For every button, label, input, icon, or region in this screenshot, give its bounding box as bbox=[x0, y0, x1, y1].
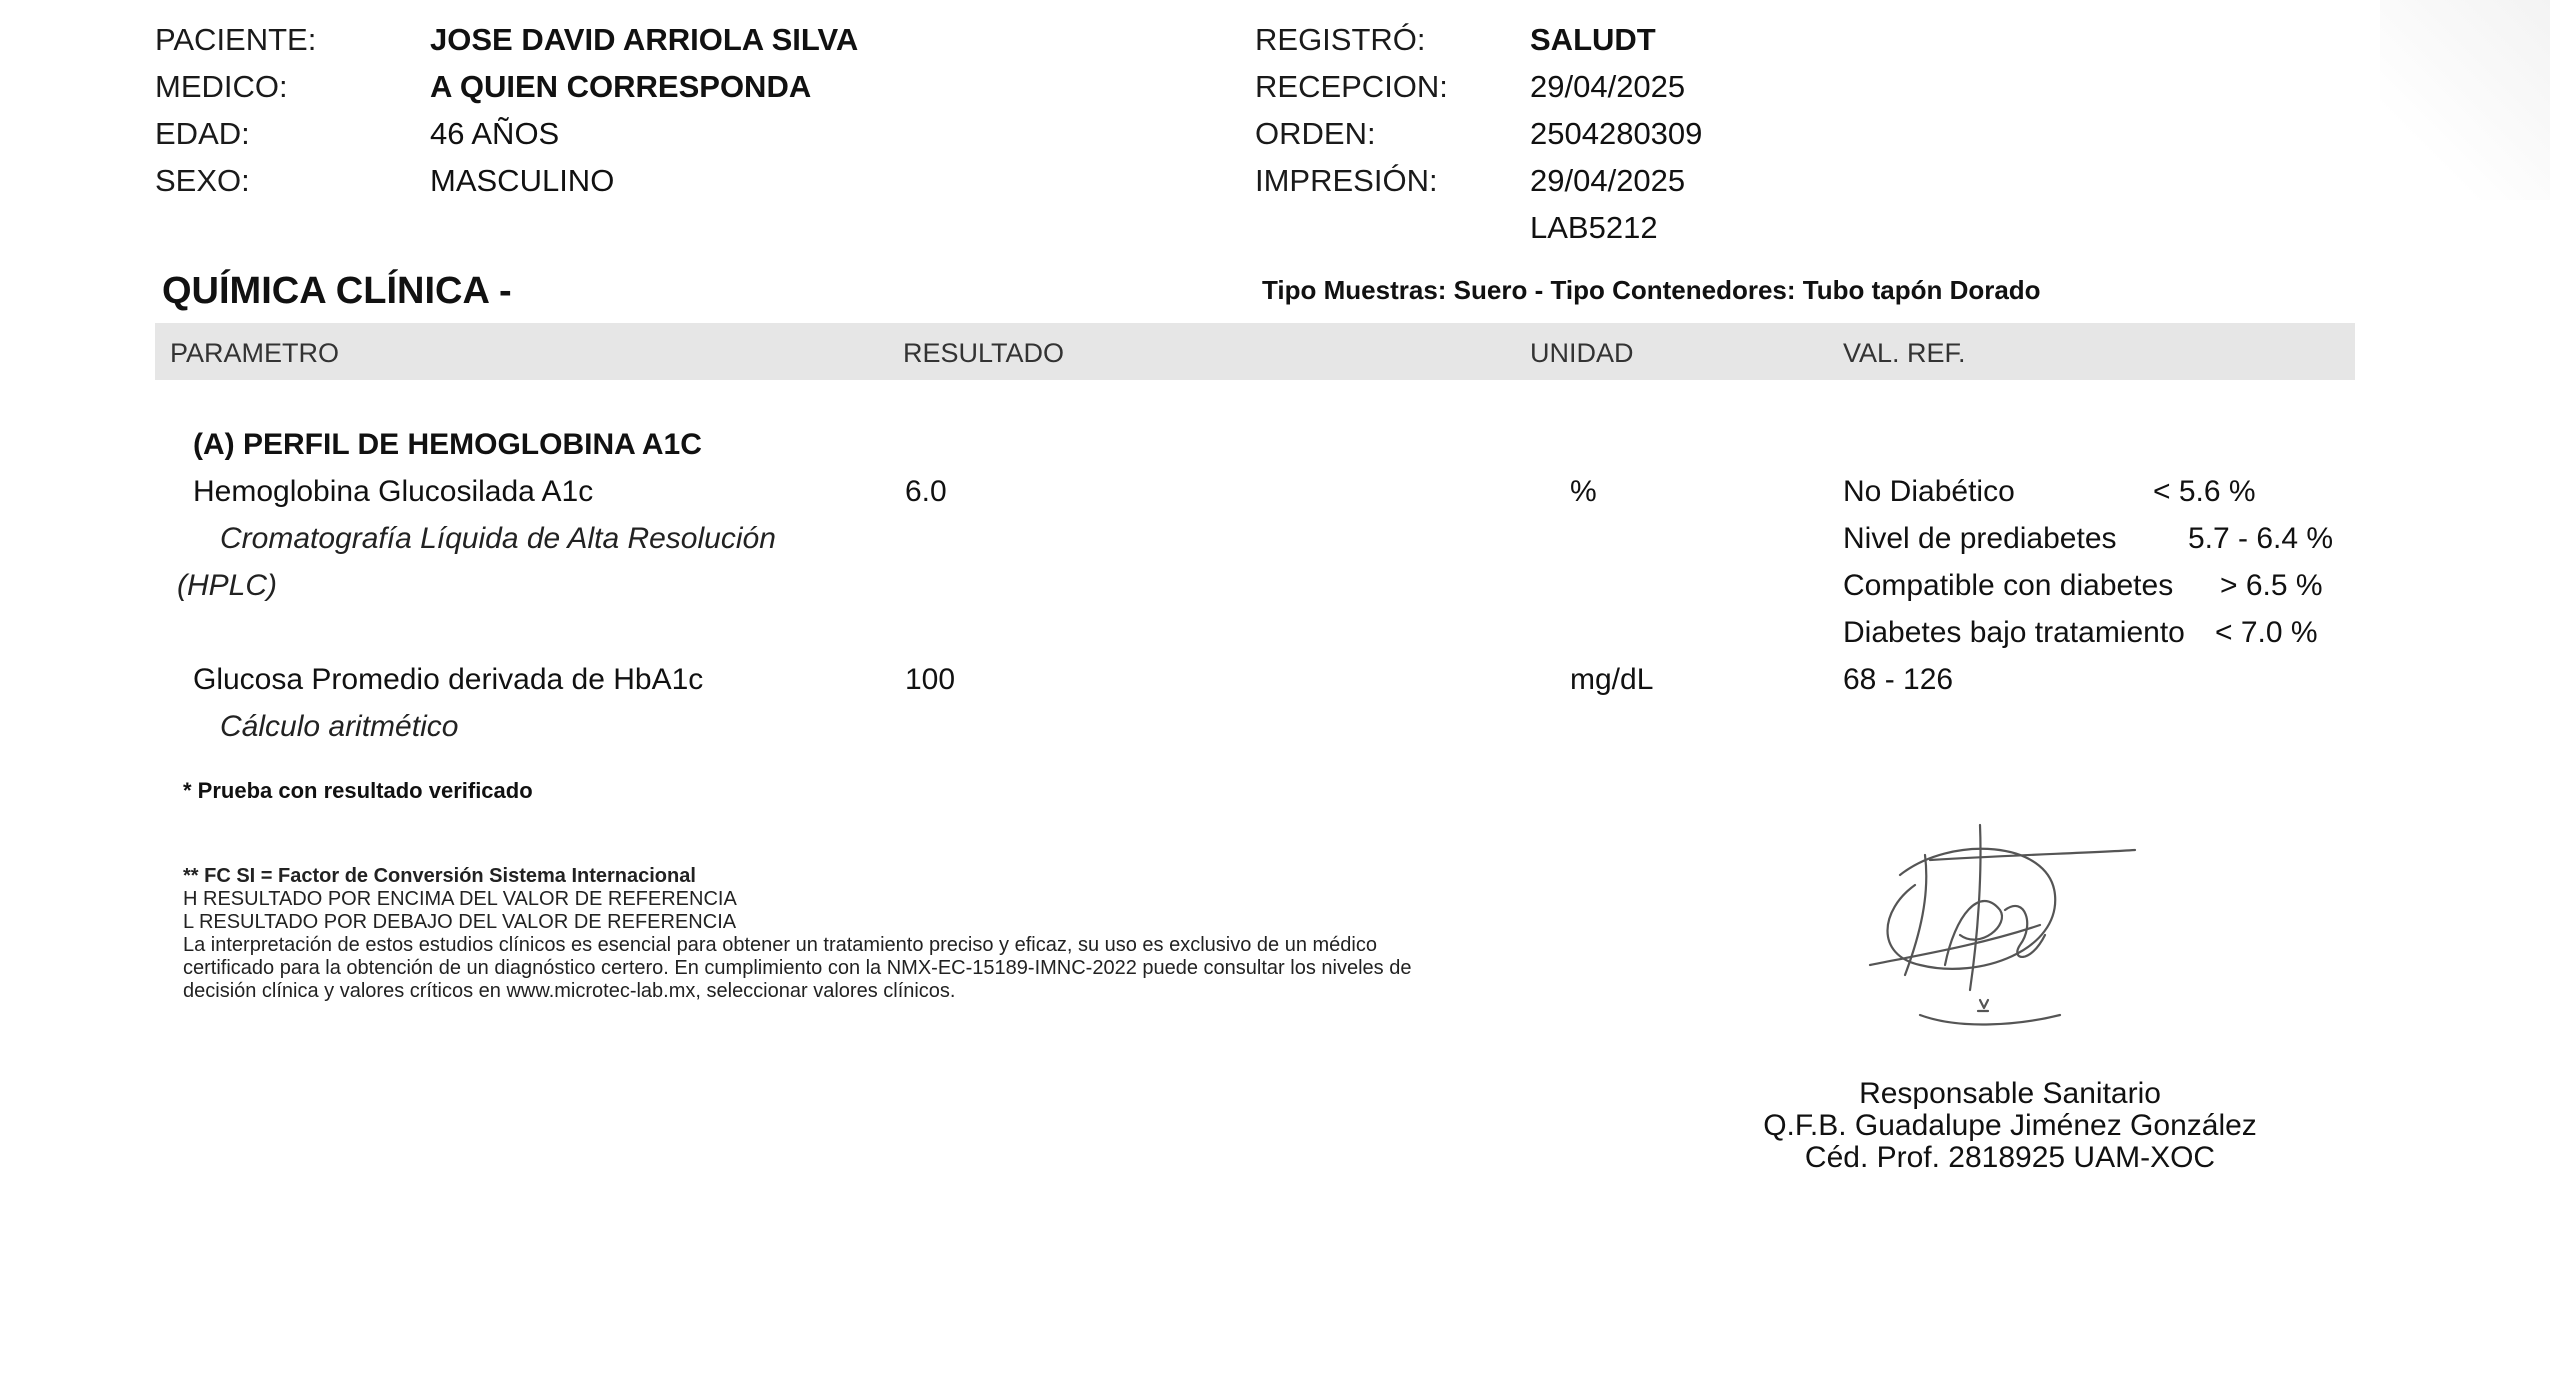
responsible-name: Q.F.B. Guadalupe Jiménez González bbox=[1763, 1109, 2257, 1142]
responsible-role: Responsable Sanitario bbox=[1859, 1077, 2161, 1110]
registro-value: SALUDT bbox=[1530, 22, 1656, 57]
ref-label: No Diabético bbox=[1843, 475, 2015, 508]
l-note: L RESULTADO POR DEBAJO DEL VALOR DE REFERENCIA bbox=[183, 911, 737, 933]
sexo-value: MASCULINO bbox=[430, 163, 615, 198]
h-note: H RESULTADO POR ENCIMA DEL VALOR DE REFERENCIA bbox=[183, 888, 737, 910]
paciente-label: PACIENTE: bbox=[155, 22, 317, 57]
method-name: Cromatografía Líquida de Alta Resolución bbox=[220, 522, 776, 555]
medico-label: MEDICO: bbox=[155, 69, 288, 104]
parameter-name: Glucosa Promedio derivada de HbA1c bbox=[193, 663, 704, 696]
group-title: (A) PERFIL DE HEMOGLOBINA A1C bbox=[193, 428, 702, 461]
unit-value: mg/dL bbox=[1570, 663, 1654, 696]
header-resultado: RESULTADO bbox=[903, 338, 1065, 368]
sexo-label: SEXO: bbox=[155, 163, 250, 198]
interpretation-line: certificado para la obtención de un diagnóstico certero. En cumplimiento con la NMX-EC-15189-IMNC-2022 puede consultar los niveles de bbox=[183, 957, 1412, 979]
sample-info: Tipo Muestras: Suero - Tipo Contenedores: Tubo tapón Dorado bbox=[1262, 275, 2041, 305]
unit-value: % bbox=[1570, 475, 1597, 508]
responsible-license: Céd. Prof. 2818925 UAM-XOC bbox=[1804, 1141, 2216, 1174]
header-unidad: UNIDAD bbox=[1530, 338, 1634, 368]
interpretation-line: decisión clínica y valores críticos en www.microtec-lab.mx, seleccionar valores clínicos. bbox=[183, 980, 956, 1002]
result-value: 100 bbox=[905, 663, 956, 696]
recepcion-label: RECEPCION: bbox=[1255, 69, 1448, 104]
ref-label: Nivel de prediabetes bbox=[1843, 522, 2117, 555]
corner-shade bbox=[2380, 0, 2550, 200]
lab-code: LAB5212 bbox=[1530, 210, 1658, 245]
ref-value: < 7.0 % bbox=[2215, 616, 2318, 649]
ref-label: Diabetes bajo tratamiento bbox=[1843, 616, 2185, 649]
parameter-name: Hemoglobina Glucosilada A1c bbox=[193, 475, 594, 508]
impresion-label: IMPRESIÓN: bbox=[1255, 163, 1438, 198]
method-name: Cálculo aritmético bbox=[220, 710, 459, 743]
ref-label: Compatible con diabetes bbox=[1843, 569, 2174, 602]
section-title: QUÍMICA CLÍNICA - bbox=[162, 270, 512, 312]
interpretation-line: La interpretación de estos estudios clínicos es esencial para obtener un tratamiento preciso y eficaz, su uso es exclusivo de un médico bbox=[183, 934, 1377, 956]
ref-value: 5.7 - 6.4 % bbox=[2188, 522, 2334, 555]
orden-value: 2504280309 bbox=[1530, 116, 1703, 151]
ref-value: 68 - 126 bbox=[1843, 663, 1954, 696]
fc-si-note: ** FC SI = Factor de Conversión Sistema Internacional bbox=[183, 865, 696, 887]
edad-value: 46 AÑOS bbox=[430, 116, 560, 151]
edad-label: EDAD: bbox=[155, 116, 250, 151]
header-val-ref: VAL. REF. bbox=[1843, 338, 1966, 368]
responsible-block bbox=[1730, 1078, 2290, 1174]
recepcion-value: 29/04/2025 bbox=[1530, 69, 1686, 104]
orden-label: ORDEN: bbox=[1255, 116, 1376, 151]
footnotes bbox=[183, 865, 1411, 1003]
verified-note: * Prueba con resultado verificado bbox=[183, 778, 533, 803]
signature-image bbox=[1860, 815, 2160, 1055]
impresion-value: 29/04/2025 bbox=[1530, 163, 1686, 198]
ref-value: < 5.6 % bbox=[2153, 475, 2256, 508]
table-header bbox=[155, 323, 2355, 380]
method-name-cont: (HPLC) bbox=[177, 569, 278, 602]
ref-value: > 6.5 % bbox=[2220, 569, 2323, 602]
result-value: 6.0 bbox=[905, 475, 947, 508]
registro-label: REGISTRÓ: bbox=[1255, 22, 1426, 57]
header-parametro: PARAMETRO bbox=[170, 338, 340, 368]
medico-value: A QUIEN CORRESPONDA bbox=[430, 69, 812, 104]
paciente-value: JOSE DAVID ARRIOLA SILVA bbox=[430, 22, 859, 57]
